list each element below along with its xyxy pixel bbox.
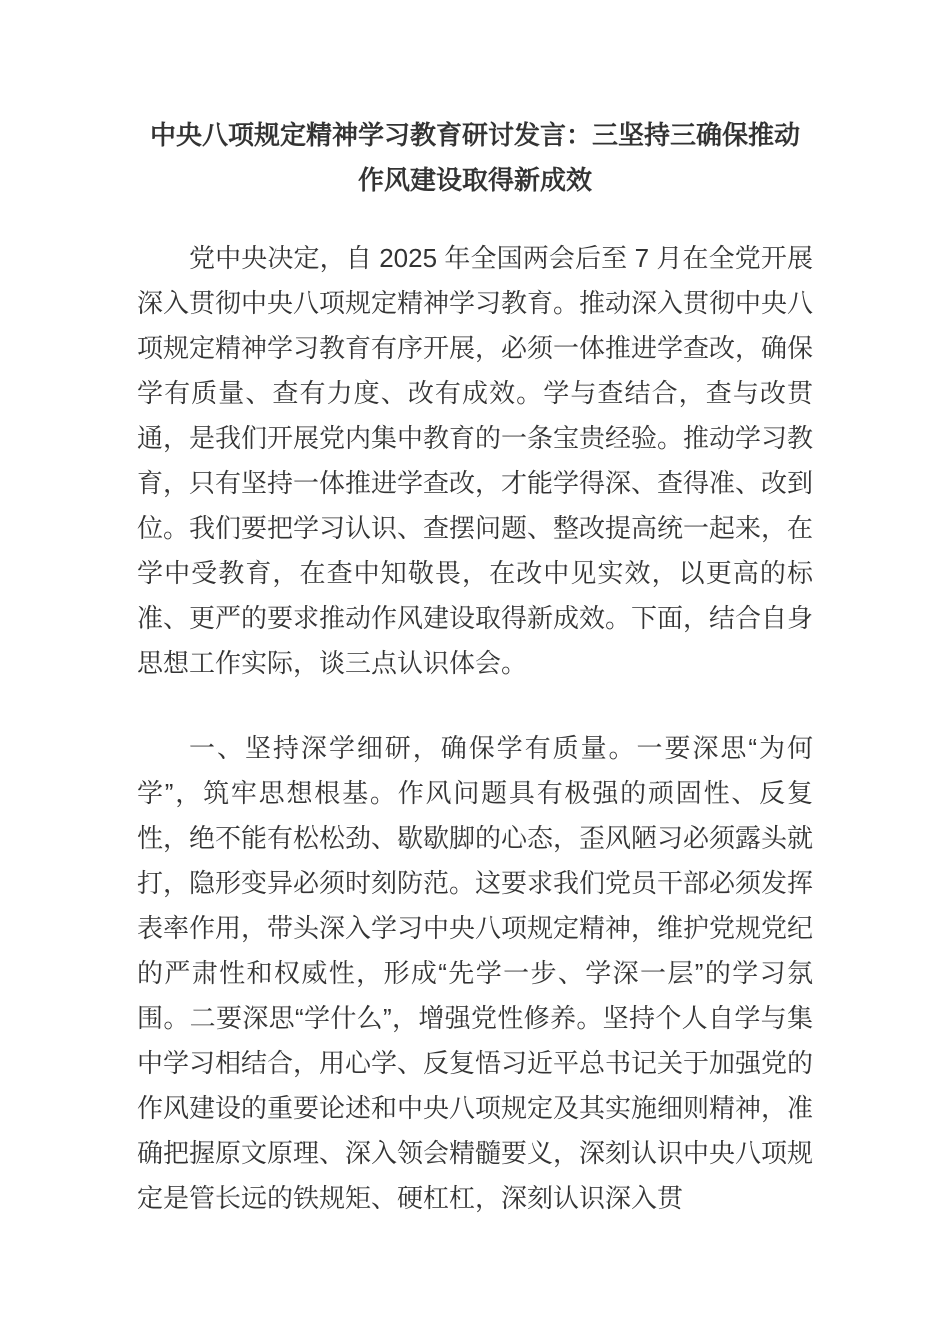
document-title: 中央八项规定精神学习教育研讨发言：三坚持三确保推动作风建设取得新成效 [149,120,800,195]
paragraph-intro: 党中央决定，自 2025 年全国两会后至 7 月在全党开展深入贯彻中央八项规定精神学习教育。推动深入贯彻中央八项规定精神学习教育有序开展，必须一体推进学查改，确保学有质量、查有力度、改有成效。学与查结合，查与改贯通，是我们开展党内集中教育的一条宝贵经验。推动学习教育，只有坚持一体推进学查改，才能学得深、查得准、改到位。我们要把学习认识、查摆问题、整改提高统一起来，在学中受教育，在查中知敬畏，在改中见实效，以更高的标准、更严的要求推动作风建设取得新成效。下面，结合自身思想工作实际，谈三点认识体会。 [137,243,814,678]
paragraph-section-one: 一、坚持深学细研，确保学有质量。一要深思“为何学”，筑牢思想根基。作风问题具有极强的顽固性、反复性，绝不能有松松劲、歇歇脚的心态，歪风陋习必须露头就打，隐形变异必须时刻防范。这要求我们党员干部必须发挥表率作用，带头深入学习中央八项规定精神，维护党规党纪的严肃性和权威性，形成“先学一步、学深一层”的学习氛围。二要深思“学什么”，增强党性修养。坚持个人自学与集中学习相结合，用心学、反复悟习近平总书记关于加强党的作风建设的重要论述和中央八项规定及其实施细则精神，准确把握原文原理、深入领会精髓要义，深刻认识中央八项规定是管长远的铁规矩、硬杠杠，深刻认识深入贯 [137,733,814,1213]
